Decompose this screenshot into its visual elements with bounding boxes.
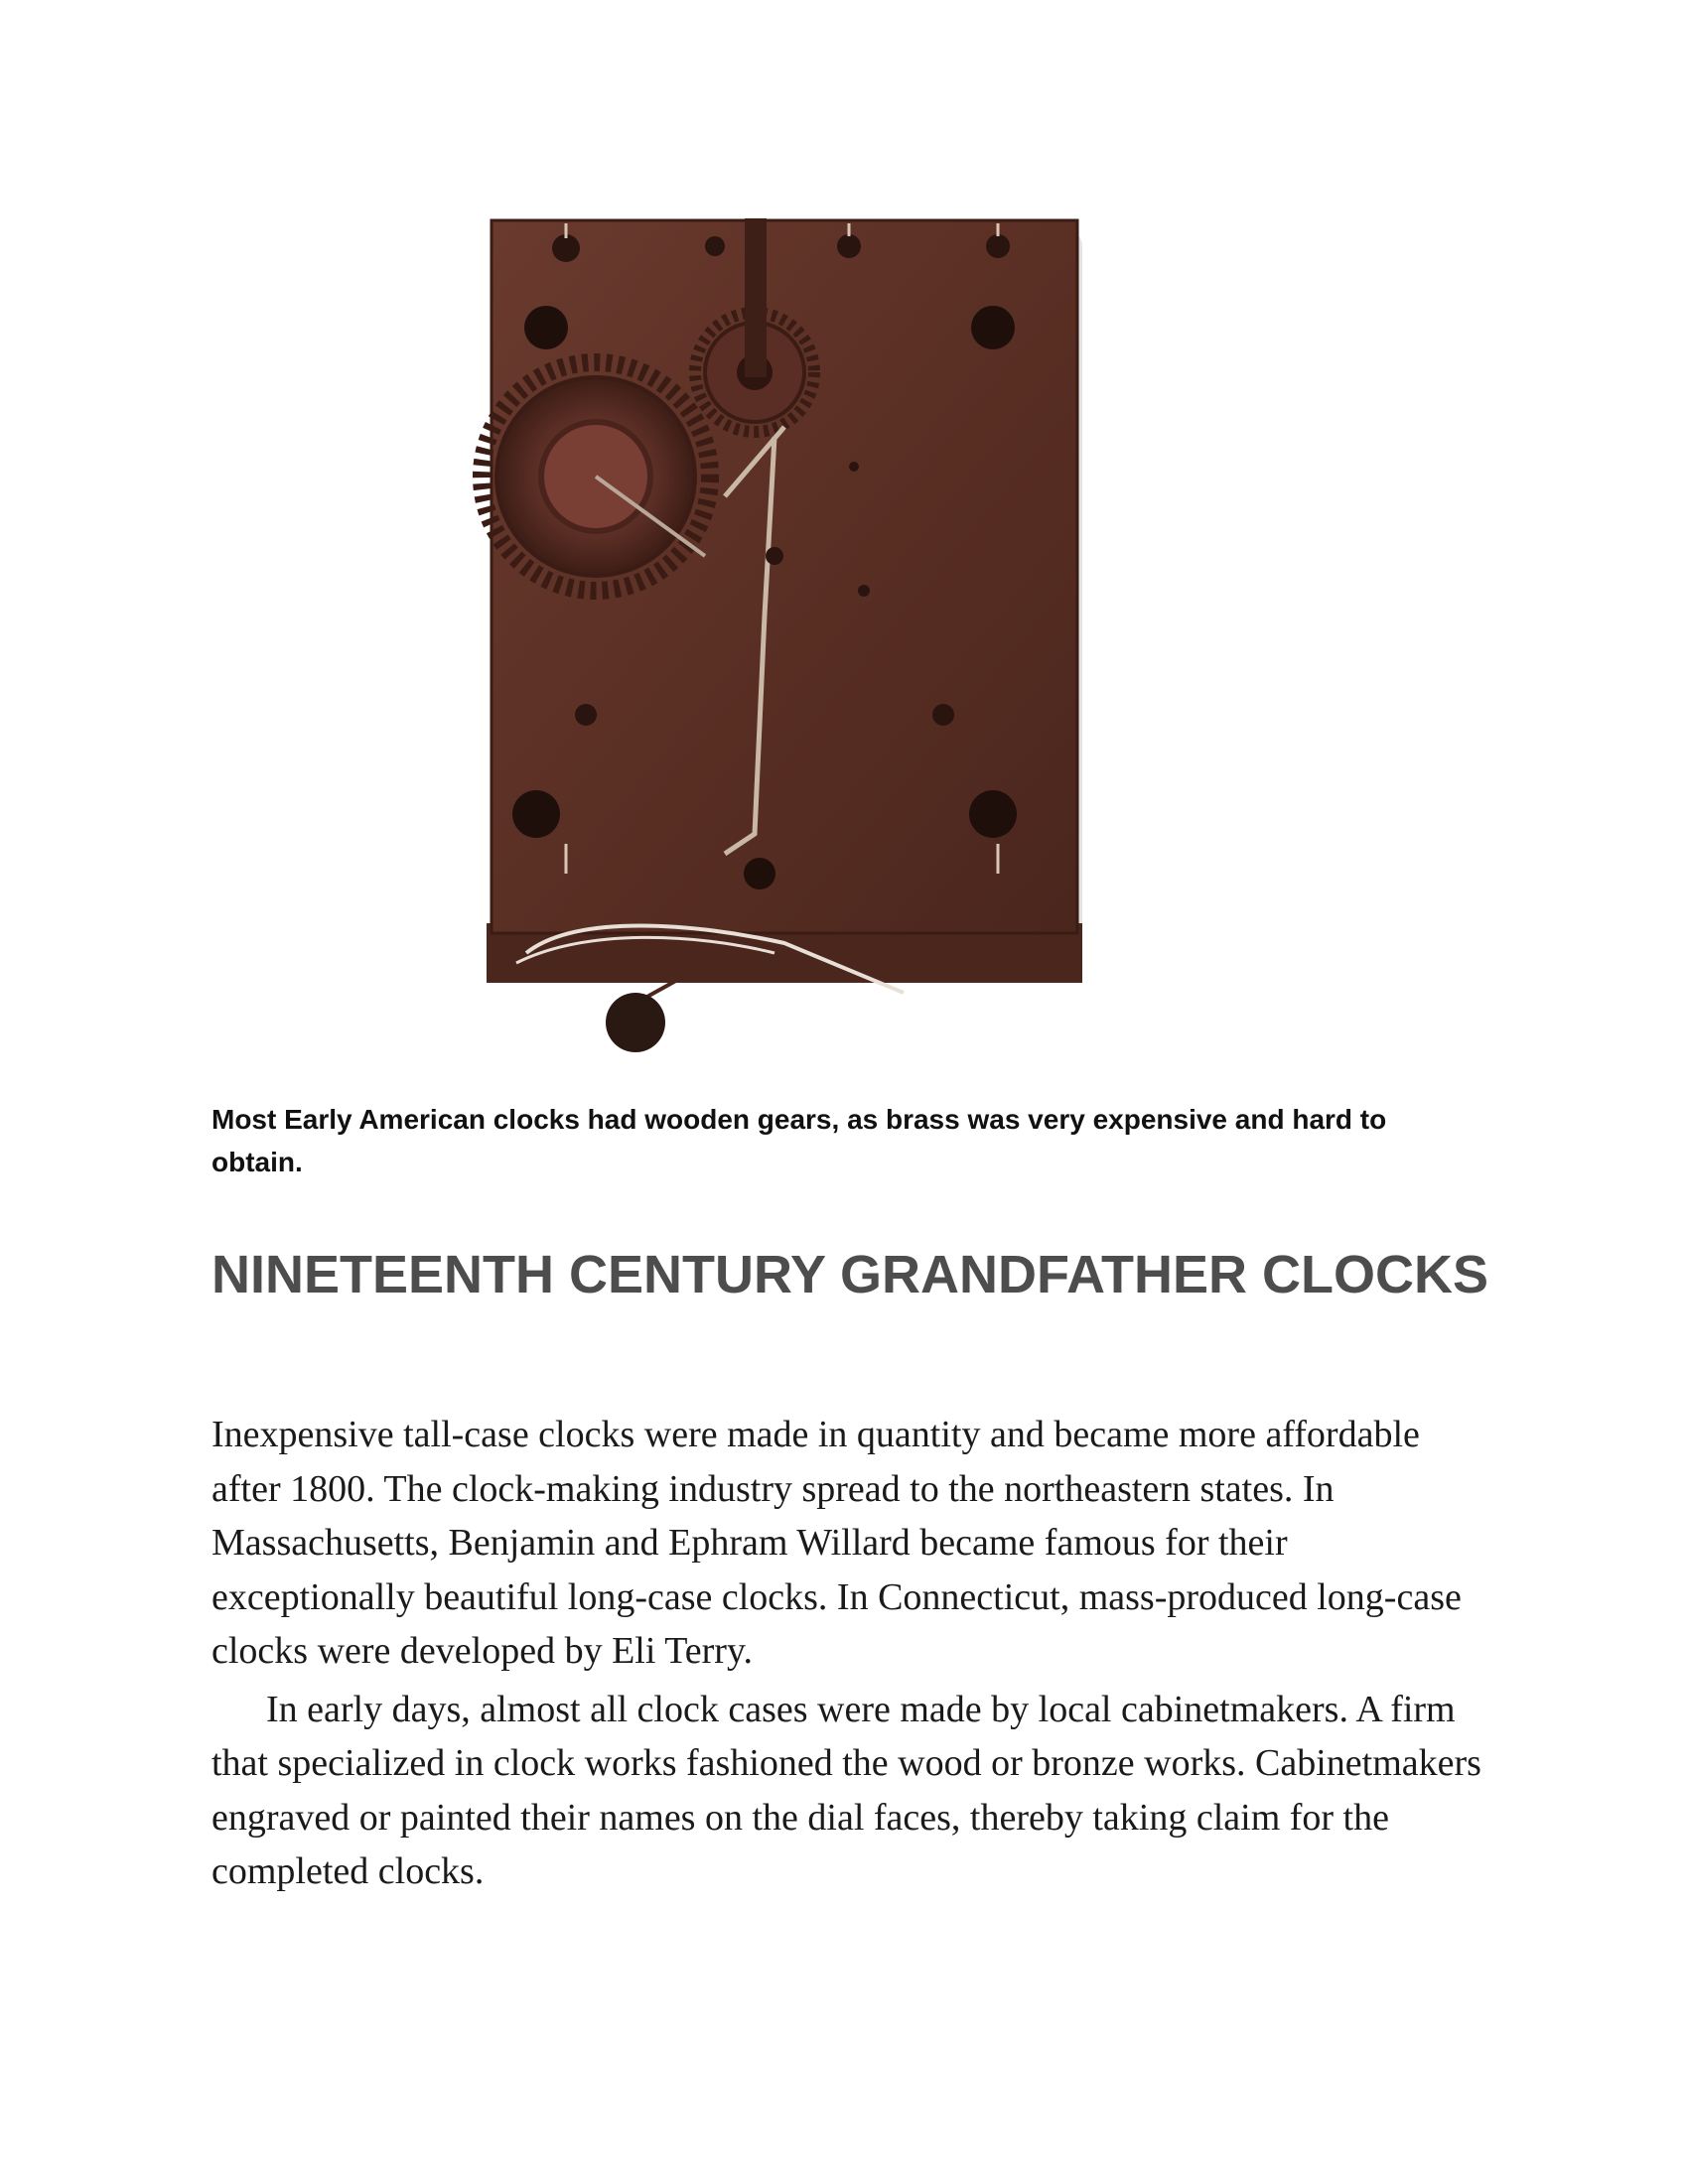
figure-caption: Most Early American clocks had wooden gears, as brass was very expensive and hard to obtain.	[211, 1104, 1387, 1177]
arbor	[745, 218, 767, 377]
clock-movement-photo	[457, 199, 1211, 1072]
paragraph-1: Inexpensive tall-case clocks were made in quantity and became more affordable after 1800. The clock-making industry spread to the northeastern states. In Massachusetts, Benjamin and Ephram Willard became famous for their exceptionally beautiful long-case clocks. In Connecticut, mass-produced long-case clocks were developed by Eli Terry.	[211, 1414, 1462, 1672]
section-heading: NINETEENTH CENTURY GRANDFATHER CLOCKS	[211, 1245, 1489, 1304]
section-body	[211, 1408, 1492, 1899]
pendulum-bob	[606, 993, 665, 1052]
paragraph-2: In early days, almost all clock cases were made by local cabinetmakers. A firm that specialized in clock works fashioned the wood or bronze works. Cabinetmakers engraved or painted their names on the dial faces, thereby taking claim for the completed clocks.	[211, 1688, 1481, 1892]
